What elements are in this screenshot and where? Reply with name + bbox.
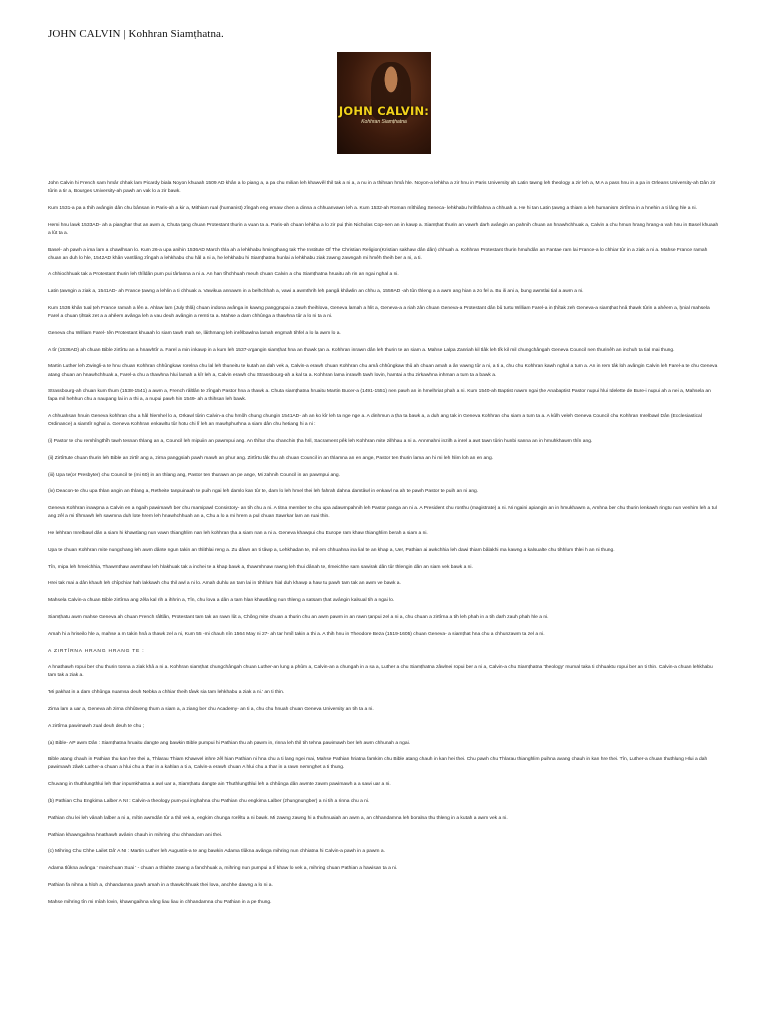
page-title: JOHN CALVIN | Kohhran Siamṭhatna.: [48, 28, 224, 40]
paragraph: (b) Pathian Chu Engkima Lalber A NI : Calvin-a theology pum-pui inghahna chu Pathian chu engkima Lalber (zhungnungber) a ni tih a rinna chu a ni.: [48, 798, 370, 804]
paragraph: Adama tlûkna avânga ' mainchuan Suai ' - chuan a thlahte zawng a fanchhuak a, mihring nun pumpui a tî khaw lo vek a, mihring chuan Pathian a hawisan ta a ni.: [48, 866, 398, 872]
cover-title: JOHN CALVIN:: [338, 104, 430, 118]
paragraph: (c) Mihring Chu Chhe Lailet Dâ' A NI : Martin Luther leh Augustin-a te ang bawkin Adama tlûkna avânga mihring nun chhiatna hi Calvin-a pawh in a pawm a.: [48, 849, 385, 855]
paragraph: A zirtîrna pawimawh zual deuh deuh te chu ;: [48, 723, 144, 729]
paragraph: Strassbourg-ah chuan kum thum (1538-1541) a awm a, French râltlân te zîngah Pastor hna a thawk a. Chuta siamṭhatna hruaitu Martin Bucer-a (1491-1551) nen pawh an in hmelhriat phah a ni. Kum 1540-ah Baptist nawm ngai ṭhe Anabaptist Pastor nupui hlui Idelette de Bure-i nupui ah a nei a, Mahsela an fapa mil hehhun chu a naupang lai in a thi a, a nupui pawh hin 1549- ah a thihsan leh bawk.: [48, 389, 711, 403]
paragraph: (iv) Deacon-te chu upa thlan angin an thlang a, Retheite tanpuinaah te puih ngai leh damlo kan tûr te, dam lo leh hmel thei leh fahrah dahna damtâwl in enkawl na ah te pawh Pastor te puih an ni ang.: [48, 489, 479, 495]
paragraph: A hnathawh ropui ber chu thurin tonna a ziak khâ a ni a. Kohhran siamṭhat chungchângah chuan Luther-an lung a phûm a, Calvin-an a chungah in a sa a, Luther a chu Siamṭhatna zâwlnei ropui ber a ni a, Calvin-a chu Siamṭhatna 'theology' mumal taka ti chhuaktu ropui ber an ti thin. Calvin-a chuan lehkhabu tam tak a ziak a.: [48, 665, 713, 679]
paragraph: John Calvin hi French sam hmâr chhak lam Picardy biala Noyon khuaah 1509 AD khân a lo piang a, a pa chu milian leh khawvêl thil tak a ni a, a nu in a thihsan hmâ hle. Noyon-a lehkha a zir hnu in Paris University ah Latin tawng leh theology a zir leh a, M A a pass hnu in a pa in Orleans University-ah Dân zir tûrin a tir a, Bourges University-ah pawh an vak lo a zir bawk.: [48, 181, 716, 195]
paragraph: Upa te chuan Kohhran mite nungchang leh awm dânte ngun takin an thlithlai reng a. Zu dâwn an ti tâwp a, Lehkhadan te, mil em chhuahna ina lial te an khap a, Uer, Pathian ai awkchhia leh dawi thiam bâlakhi ma kawng a kalsualte chu tihhlum thlei h an ni thung.: [48, 547, 615, 553]
paragraph: Kum 1536 khân tual ṭeh France ramah a lên a. Ahlaw lam (July thlâ) chuan indona avânga in kawng panggrupai a zawh theihlova, Geneva lamah a hlit a, Geneva-a a riah zân chuan Geneva-a Protestant dân bû turtu William Farel-a in ṭhîtak zeh Geneva-a siamṭhat hnâ thawk tûrin a ahêem a, ẖnial mahsela Farel a chuan ṭihtak zet a a ahêem avânga leh a vau deuh avângin a remti ta a. Mahse a dam chhûnga a thawhna tûr a lo ni ta a ni.: [48, 305, 710, 320]
paragraph: Zirna lam a uar a, Geneva ah zirna chhûtveng thum a siam a, a ziang ber chu Academy- an ti a, chu chu hnuah chuan Geneva University an tih ta a ni.: [48, 706, 374, 712]
paragraph: Bible atang chauh in Pathian thu kan hre thei a, Thlarau Thiam Khawvel inhre zêl hian Pathian ni hna chu a ti lang ngei mai, Mahse Pathian hriatna famkim chu Bible atang chauh in kan hei thei. Chu pawh chu Thlarau thianghlim puihna avang chauh in kan hre thei. Tîn, Luther-a chuan thuthlung Hlui a dah pawimawh zâwk Luther-a chuan a hlui chu a thar in a kahlan a ti a, Calvin-a erawh chuan A hlui chu a thar in a rawn nemnghet a ti thung.: [48, 757, 708, 771]
paragraph: A chhiochhuak tak a Protestant thurin leh thîldân pum pui târlanna a ni a. An han tîhchhuah meuh chuan Calvin a chu Siamṭhatna hruaitu ah rin an ngai nghal a ni.: [48, 272, 399, 278]
paragraph: Hrei tak mai a dân khauh leh chîpchiar hah lakkawh chu thil awl a ni lo. Amah duhlu an tam lai in tihhlum hial duh khawp a haw tu pawh tam tak an awm ve bawk a.: [48, 581, 401, 587]
paragraph: Hemi hnu lawk 1533AD- ah a pianghar thut an awm a, Chuta ṭang chuan Protestant thurin a vuan ta a. Paris-ah chuan lehkha a lo zir pui ṭhin Nicholas Cop-nen an in kawp a. Siamṭhat thurin an vawrh darh avângin an pahnih chuan an hnawhchhuak a, Calvin a chu hmun hrang hrang-a vah hnu in Basel khuaah a lût ta a.: [48, 222, 719, 236]
paragraph: (a) Bible- AP awm Dân : Siamṭhatna hruaitu dangte ang bawkin Bible pumpui hi Pathian thu ah pawm in, rinna leh thil tih tehna pawimawh ber leh awm chhunah a ngai.: [48, 740, 411, 746]
book-cover-image: [337, 52, 431, 154]
paragraph: Geneva chu William Farel- tên Protestant khuaah lo siam tawh mah se, lâithmang leh inrêlbawlna lamah engmah tihfel a lo la awm lo a.: [48, 330, 341, 336]
paragraph: Amah hi a hriseilo hle a, mahse a m takin hnâ a thawk zel a ni, Kum 55 -mi chauh nîn 1564 May ni 27- ah tar hmîl takin a thi a. A thih hnu in Theodore Beza (1519-1605) chuan Geneva- a siamṭhat hna chu a chhunzawm ta zel a ni.: [48, 631, 545, 637]
paragraph: (i) Pastor te chu remhîngthîh tawh tesnan thlang an a, Council leh mipuiin an pawmpui ang. An thîtur chu chanchin ṭha hril, Sacrament pêk leh Kohhran mite zilhhau a ni a. Annmahni inzilh a inrel a awt tawn tûrin hunbi sanna an in hmuhkhawm thîn ang.: [48, 439, 593, 445]
paragraph: Mahse mihring tîn mi mîah lovin, khawngaihna vâng liau liau in chhandamna chu Pathian in a pe thung.: [48, 899, 272, 905]
paragraph: Pathian fa nihna a hloh a, chhandamna pawh amah in a thawkchhuak thei lova, anchhe dawng a lo ni a.: [48, 882, 273, 888]
paragraph: Martin Luther leh Zwingli-a te hnu chuan Kohhran chhûngkaw rorelna chu lal leh thuneitu te kutah an dah vek a, Calvin-a erawh chuan Kohhran chu amâ chhûngkaw thû ah chuan amah a ân vawng tûr a ni, a ti a, chu chu Kohhran kawh nghal a tum a. An in rem tâk loh avângin Calvin leh Farel-a te chu Geneva atang chuan an hnawhchhuak a, Farel-a chu a thawhna hlui lamah a kîr leh a, Calvin erawh chu Strassbourg-ah a kal ta a. Kohhran lama inrawlh tawh lovin, hamtai a thu zirkawhna inhman a tum ta a bawk a.: [48, 364, 718, 378]
paragraph: Mahsela Calvin-a chuan Bible zirtîrna ang zêla kal rih a ihhrin a, Tîn, chu lova a dân a tam hlan khawtlâng nun thleng a satsam ṭhat avângin kalsual tih a ngai lo.: [48, 598, 395, 604]
paragraph: Latin ṭawngin a ziak a, 1541AD- ah France ṭawng a lehlin a ti chhuak a. Vawikua annawm in a belhchhah a, vawi a awmthrih leh pangâ khâwlin an chhu a, 1559AD -ah tûn thleng a a awm ang hian a zo fel a. Bu ili ani a, bung awmtlai tial a awm a ni.: [48, 289, 584, 295]
paragraph: Siamṭhatu awm mahse Geneva ah chuan French râltlân, Protestant tam tak an rawn lût a, Chông mite chuan a thurin chu an awm pawm in an rawn ṭanpui zel a ni a, chu chuan a zirtîrna a tih leh phah in a tih darh zauh phah hle a ni.: [48, 614, 549, 620]
paragraph: A tîr (1536AD) ah chuan Bible zirtîrtu an a hnawhtîr a. Farel a min inkawp in a kum leh 1537-a'gangin siamṭhat hna an thawk ṭan a. Kohhran inrawn dân leh thurin te an siam a. Mahse Lalpa Zanriah kil tlâk leh tîk kil mil chungchângah Geneva Council nen thurinêh an inchuh ta tial mai thung.: [48, 347, 675, 353]
paragraph: Geneva Kohhran inawpna a Calvin en a ngaih pawimawh ber chu mamipawl Consistory- an tih chu a ni. A titna member te chu upa adawmpahnih leh Pastor panga an ni a. A President chu ronthu (magistrate) a ni. Ni ngaini apiangin an in hmukhawm a, Amhna ber chu thurin lenkawh ringtu nun venhim leh a tul ang zêl a mi tîhmawh leh sawmna duh lote hrem leh hnawhchhuah an a, Chu a lo a mi hrem a pul chuan Sawrkar lam an ruai thin.: [48, 506, 717, 520]
cover-subtitle: Kohhran Siamṭhatna: [361, 119, 407, 125]
paragraph: 'Mi pakhat in a dam chhûnga nuamsa deuh Nebka a chhiar theih tâwk sia tam lehkhabu a ziak a ni.' an ti thin.: [48, 690, 285, 696]
paragraph: (ii) Zirtîrtute chuan thurin leh Bible an zirtîr ang a, zirna panggsiah pawh mawh an phur ang. Zirtîrtu tâk thu ah chuan Council in an thlamna an en ange, Pastor ten thurin lama an hi mi leh hlim loh an en ang.: [48, 455, 494, 461]
paragraph: Basel- ah pawh a ima lam a chawlhsan lo. Kum 26-a upa anihin 1536AD March thla ah a lehkhabu hmingthang tak The Institute Of The Christian Religion(Kristian sakhaw dân dân) chhuah a. Kohhran Protestant thurin hmuhdân an Fantae ram lai France-a lo chhiar tûr in a ziak a ni a. Mahse France ramah chuan an duh lo hle, 1542AD khân vantlâng zîngah a lehkhabu chu hâl a ni a, he lehkhabu hi Siamṭhatna hunlai a lehkhabu ziak zawng zawngah mi hmêh theih ber a ni, a ti.: [48, 247, 708, 261]
paragraph: Chuvang in thuthlungthlui leh thar inpumkhatna a awl uar a, Siamṭhatu dangte ain Thuthlungthlui leh a chhûnga dân awmte zawm pawimawh a a sawi uar a ni.: [48, 782, 391, 788]
paragraph: (iii) Upa te(or Presbyter) chu Council te (mi 60) in an thlang ang, Pastor ten thurawn an pe ange, Mi zahnih Council in an pawmpui ang.: [48, 472, 340, 478]
paragraph: Kum 1531-a pa a thih avângin dân chu bânsan in Paris-ah a kir a, Mithiam rual (humanist) zîngah eng emaw chen a dinna a chhuanvawn leh a. Kum 1532-ah Roman mîthiâng Seneca- lehkhabu hrilhfiahna a chhuah a. He hi tan Latin ṭawng a thiam a leh humanism zirtîrna in a hnehin a ti lâng hle a ni.: [48, 205, 697, 211]
paragraph: A ZIRTÎRNA HRANG HRANG TE :: [48, 648, 145, 654]
paragraph: A chhuahsan hnuin Geneva kohhran chu a hâl hlemhel lo a, Orkawl tûrin Calvin-a chu hmôh chung chungin 1541AD- ah an ko kîr leh ta nge nge a. A dinhmun a ṭha ta bawk a, a duh ang tak in Geneva Kohhran chu siam a tum ta a. A kûlh veleh Geneva Council chu Kohhran Inrelbawl Dân (Ecclesiastical Ordinance) a siamtîr nghal a. Geneva Kohhran enkawltu tûr hotu chi lî leh an mawhphurhna a siam dân chu hetiang hi a ni :: [48, 414, 702, 428]
paragraph: Pathian khawngaihna hnathawh avânin chauh in mihring chu chhandam ani thei.: [48, 832, 223, 838]
paragraph: Tîn, mipa leh hmeichhia, Thawmthaw awmthaw leh hlakhuak tak a inchei te a khap bawk a, thawmhnaw rawng leh thui dânah te, Ilmeichhe sam sawirak dân tûr thlengin dân an siam vek bawk a ni.: [48, 564, 473, 570]
paragraph: He lehhran Inrelbawl dân a siam hi khawtlang nun vawn thianghlim nan leh kohhran ṭha a siam nan a ni a. Geneva khawpui chu Europe ram khaw thianghlim berah a siam a ni.: [48, 531, 428, 537]
paragraph: Pathian chu lei leh vânah lalber a ni a, mîtin awmdân tûr a thil vek a, engkim chunga rorêltu a ni bawk. Mi zawng zawng hi a thuhnuaiah an awm a, an chhandamna leh boralna thu thleng in a kutah a awm vek a ni.: [48, 815, 508, 821]
article-body: [48, 180, 720, 915]
